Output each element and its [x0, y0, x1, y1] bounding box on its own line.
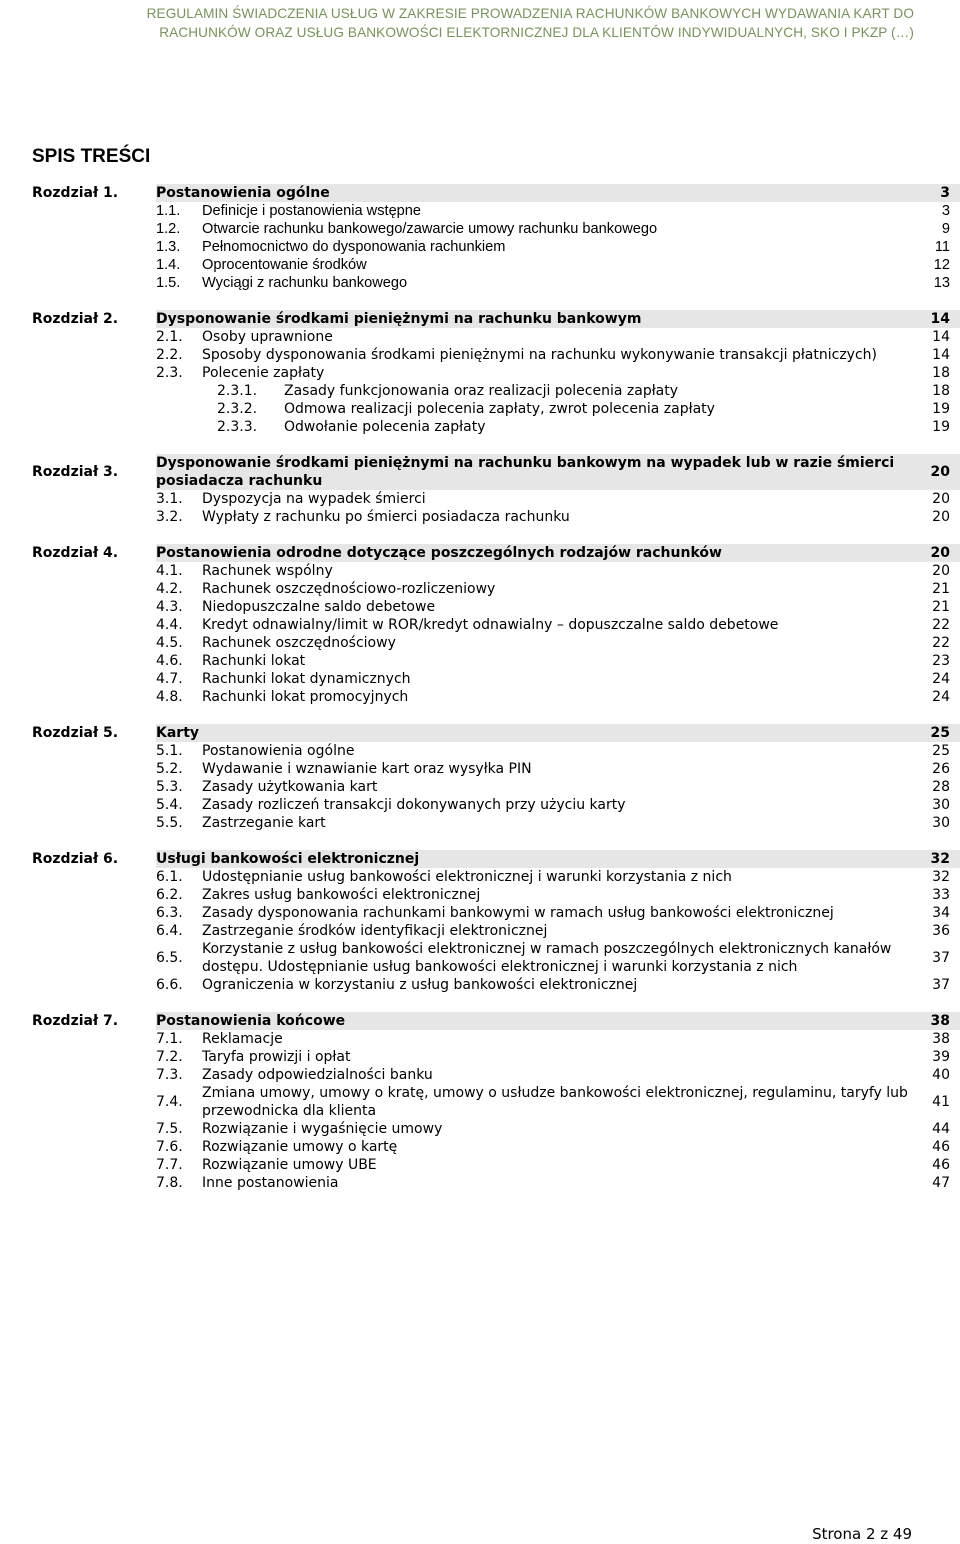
toc-entry[interactable]: [156, 1120, 960, 1138]
chapter-label: Rozdział 2.: [32, 311, 119, 327]
toc-subentry[interactable]: [217, 418, 960, 436]
entry-title: Definicje i postanowienia wstępne: [202, 203, 422, 219]
entry-page-number: 41: [932, 1094, 950, 1110]
chapter-title-bar: [156, 454, 960, 490]
entry-page-number: 14: [932, 347, 950, 363]
toc-chapter: [32, 544, 960, 706]
entry-title: Kredyt odnawialny/limit w ROR/kredyt odnawialny – dopuszczalne saldo debetowe: [202, 617, 779, 633]
chapter-heading[interactable]: [32, 724, 960, 742]
subentry-page-number: 19: [932, 401, 950, 417]
entry-page-number: 36: [932, 923, 950, 939]
chapter-label: Rozdział 5.: [32, 725, 119, 741]
entry-page-number: 46: [932, 1157, 950, 1173]
toc-chapter: [32, 724, 960, 832]
toc-entry[interactable]: [156, 580, 960, 598]
entry-title: Reklamacje: [202, 1031, 283, 1047]
toc-entry[interactable]: [156, 598, 960, 616]
chapter-page-number: 3: [940, 185, 950, 201]
entry-page-number: 30: [932, 815, 950, 831]
entry-page-number: 24: [932, 671, 950, 687]
toc-entry[interactable]: [156, 274, 960, 292]
entry-page-number: 38: [932, 1031, 950, 1047]
entry-page-number: 25: [932, 743, 950, 759]
entry-number: 5.1.: [156, 743, 183, 759]
entry-page-number: 33: [932, 887, 950, 903]
chapter-label: Rozdział 4.: [32, 545, 119, 561]
entry-page-number: 47: [932, 1175, 950, 1191]
entry-number: 2.2.: [156, 347, 183, 363]
toc-entry[interactable]: [156, 904, 960, 922]
chapter-heading[interactable]: [32, 310, 960, 328]
entry-page-number: 23: [932, 653, 950, 669]
chapter-label: Rozdział 1.: [32, 185, 119, 201]
chapter-heading[interactable]: [32, 850, 960, 868]
entry-page-number: 18: [932, 365, 950, 381]
entry-number: 6.2.: [156, 887, 183, 903]
chapter-title: Postanowienia ogólne: [156, 185, 330, 201]
toc-subentry[interactable]: [217, 400, 960, 418]
entry-page-number: 12: [933, 257, 950, 273]
page-number: Strona 2 z 49: [812, 1525, 912, 1543]
toc-chapter: [32, 1012, 960, 1192]
entry-page-number: 20: [932, 491, 950, 507]
chapter-heading[interactable]: [32, 544, 960, 562]
entry-page-number: 21: [932, 599, 950, 615]
entry-number: 6.1.: [156, 869, 183, 885]
running-header: [14, 4, 914, 42]
entry-page-number: 3: [941, 203, 950, 219]
entry-number: 5.4.: [156, 797, 183, 813]
toc-chapter: [32, 310, 960, 436]
entry-number: 4.6.: [156, 653, 183, 669]
entry-number: 7.7.: [156, 1157, 183, 1173]
table-of-contents: [32, 184, 960, 1210]
toc-entry[interactable]: [156, 220, 960, 238]
entry-page-number: 20: [932, 563, 950, 579]
chapter-page-number: 25: [930, 725, 950, 741]
subentry-number: 2.3.3.: [217, 419, 258, 435]
entry-title: Dyspozycja na wypadek śmierci: [202, 491, 426, 507]
toc-entry[interactable]: [156, 634, 960, 652]
chapter-heading[interactable]: [32, 184, 960, 202]
entry-title: Inne postanowienia: [202, 1175, 339, 1191]
toc-entry[interactable]: [156, 364, 960, 382]
entry-title: Zmiana umowy, umowy o kratę, umowy o usłudze bankowości elektronicznej, regulaminu, taryfy lub przewodnicka dla klienta: [202, 1085, 908, 1119]
toc-entry[interactable]: [156, 652, 960, 670]
entry-title: Rachunki lokat promocyjnych: [202, 689, 409, 705]
entry-title: Zakres usług bankowości elektronicznej: [202, 887, 481, 903]
entry-title: Polecenie zapłaty: [202, 365, 325, 381]
entry-title: Sposoby dysponowania środkami pieniężnymi na rachunku wykonywanie transakcji płatniczych): [202, 347, 878, 363]
toc-entry[interactable]: [156, 616, 960, 634]
chapter-title: Postanowienia odrodne dotyczące poszczególnych rodzajów rachunków: [156, 545, 722, 561]
chapter-title: Dysponowanie środkami pieniężnymi na rachunku bankowym na wypadek lub w razie śmierci posiadacza rachunku: [156, 455, 895, 489]
entry-page-number: 22: [932, 617, 950, 633]
toc-chapter: [32, 184, 960, 292]
entry-page-number: 46: [932, 1139, 950, 1155]
entry-page-number: 40: [932, 1067, 950, 1083]
entry-number: 7.8.: [156, 1175, 183, 1191]
chapter-title-bar: [156, 310, 960, 328]
entry-title: Rachunek oszczędnościowo-rozliczeniowy: [202, 581, 496, 597]
entry-number: 7.2.: [156, 1049, 183, 1065]
subentry-page-number: 19: [932, 419, 950, 435]
entry-number: 4.7.: [156, 671, 183, 687]
entry-title: Udostępnianie usług bankowości elektronicznej i warunki korzystania z nich: [202, 869, 732, 885]
entry-number: 4.3.: [156, 599, 183, 615]
subentry-title: Zasady funkcjonowania oraz realizacji polecenia zapłaty: [284, 383, 679, 399]
entry-title: Rozwiązanie umowy o kartę: [202, 1139, 398, 1155]
entry-page-number: 9: [941, 221, 950, 237]
entry-title: Wypłaty z rachunku po śmierci posiadacza rachunku: [202, 509, 570, 525]
toc-entry[interactable]: [156, 742, 960, 760]
toc-entry[interactable]: [156, 814, 960, 832]
entry-page-number: 20: [932, 509, 950, 525]
toc-entry[interactable]: [156, 1066, 960, 1084]
entry-title: Rachunki lokat dynamicznych: [202, 671, 411, 687]
toc-entry[interactable]: [156, 796, 960, 814]
entry-number: 5.2.: [156, 761, 183, 777]
entry-title: Postanowienia ogólne: [202, 743, 355, 759]
header-line-2: RACHUNKÓW ORAZ USŁUG BANKOWOŚCI ELEKTORNICZNEJ DLA KLIENTÓW INDYWIDUALNYCH, SKO I PKZP (…): [159, 25, 914, 40]
entry-page-number: 34: [932, 905, 950, 921]
chapter-page-number: 20: [930, 545, 950, 561]
chapter-label: Rozdział 7.: [32, 1013, 119, 1029]
toc-entry[interactable]: [156, 778, 960, 796]
entry-number: 5.5.: [156, 815, 183, 831]
chapter-page-number: 32: [930, 851, 950, 867]
entry-number: 5.3.: [156, 779, 183, 795]
toc-entry[interactable]: [156, 1174, 960, 1192]
entry-number: 4.4.: [156, 617, 183, 633]
entry-number: 6.6.: [156, 977, 183, 993]
entry-title: Wyciągi z rachunku bankowego: [202, 275, 408, 291]
toc-entry[interactable]: [156, 256, 960, 274]
subentry-number: 2.3.2.: [217, 401, 258, 417]
entry-page-number: 44: [932, 1121, 950, 1137]
toc-entry[interactable]: [156, 1156, 960, 1174]
entry-page-number: 26: [932, 761, 950, 777]
toc-entry[interactable]: [156, 760, 960, 778]
chapter-label: Rozdział 3.: [32, 464, 119, 480]
entry-number: 1.4.: [156, 257, 181, 273]
entry-number: 7.1.: [156, 1031, 183, 1047]
chapter-title: Dysponowanie środkami pieniężnymi na rachunku bankowym: [156, 311, 642, 327]
toc-entry[interactable]: [156, 508, 960, 526]
entry-title: Rachunek oszczędnościowy: [202, 635, 396, 651]
toc-entry[interactable]: [156, 1048, 960, 1066]
entry-page-number: 13: [933, 275, 950, 291]
entry-number: 6.3.: [156, 905, 183, 921]
entry-title: Zasady rozliczeń transakcji dokonywanych przy użyciu karty: [202, 797, 626, 813]
entry-number: 7.5.: [156, 1121, 183, 1137]
entry-number: 1.3.: [156, 239, 181, 255]
entry-page-number: 14: [932, 329, 950, 345]
toc-entry[interactable]: [156, 1030, 960, 1048]
toc-entry[interactable]: [156, 562, 960, 580]
entry-page-number: 28: [932, 779, 950, 795]
entry-title: Zastrzeganie kart: [202, 815, 326, 831]
entry-page-number: 32: [932, 869, 950, 885]
toc-chapter: [32, 454, 960, 526]
chapter-page-number: 38: [930, 1013, 950, 1029]
chapter-page-number: 20: [930, 464, 950, 480]
entry-number: 1.1.: [156, 203, 181, 219]
toc-entry[interactable]: [156, 940, 960, 976]
entry-number: 4.1.: [156, 563, 183, 579]
toc-entry[interactable]: [156, 922, 960, 940]
entry-title: Wydawanie i wznawianie kart oraz wysyłka PIN: [202, 761, 532, 777]
entry-number: 7.4.: [156, 1094, 183, 1110]
entry-title: Niedopuszczalne saldo debetowe: [202, 599, 436, 615]
entry-number: 1.2.: [156, 221, 181, 237]
entry-title: Zasady dysponowania rachunkami bankowymi w ramach usług bankowości elektronicznej: [202, 905, 834, 921]
entry-number: 3.1.: [156, 491, 183, 507]
entry-title: Osoby uprawnione: [202, 329, 333, 345]
entry-title: Rachunek wspólny: [202, 563, 333, 579]
chapter-title: Karty: [156, 725, 200, 741]
entry-title: Pełnomocnictwo do dysponowania rachunkiem: [202, 239, 506, 255]
toc-entry[interactable]: [156, 886, 960, 904]
entry-title: Rachunki lokat: [202, 653, 306, 669]
entry-title: Rozwiązanie umowy UBE: [202, 1157, 377, 1173]
chapter-title-bar: [156, 184, 960, 202]
chapter-title: Postanowienia końcowe: [156, 1013, 346, 1029]
toc-entry[interactable]: [156, 1084, 960, 1120]
toc-entry[interactable]: [156, 670, 960, 688]
chapter-heading[interactable]: [32, 1012, 960, 1030]
entry-page-number: 11: [934, 239, 950, 255]
chapter-label: Rozdział 6.: [32, 851, 119, 867]
entry-page-number: 39: [932, 1049, 950, 1065]
entry-page-number: 24: [932, 689, 950, 705]
entry-title: Oprocentowanie środków: [202, 257, 367, 273]
entry-title: Korzystanie z usług bankowości elektronicznej w ramach poszczególnych elektronicznych kanałów dostępu. Udostępnianie usług bankowości elektronicznej i warunki korzystania z nich: [202, 941, 892, 975]
toc-entry[interactable]: [156, 328, 960, 346]
entry-number: 4.2.: [156, 581, 183, 597]
chapter-heading[interactable]: [32, 454, 960, 490]
toc-entry[interactable]: [156, 688, 960, 706]
entry-number: 7.3.: [156, 1067, 183, 1083]
entry-number: 1.5.: [156, 275, 181, 291]
toc-entry[interactable]: [156, 238, 960, 256]
subentry-page-number: 18: [932, 383, 950, 399]
entry-number: 3.2.: [156, 509, 183, 525]
toc-entry[interactable]: [156, 976, 960, 994]
entry-title: Taryfa prowizji i opłat: [202, 1049, 351, 1065]
chapter-page-number: 14: [930, 311, 950, 327]
entry-title: Otwarcie rachunku bankowego/zawarcie umowy rachunku bankowego: [202, 221, 658, 237]
entry-page-number: 30: [932, 797, 950, 813]
entry-number: 6.4.: [156, 923, 183, 939]
toc-entry[interactable]: [156, 490, 960, 508]
header-line-1: REGULAMIN ŚWIADCZENIA USŁUG W ZAKRESIE PROWADZENIA RACHUNKÓW BANKOWYCH WYDAWANIA KART DO: [146, 6, 914, 21]
entry-number: 7.6.: [156, 1139, 183, 1155]
subentry-title: Odmowa realizacji polecenia zapłaty, zwrot polecenia zapłaty: [284, 401, 715, 417]
entry-number: 2.1.: [156, 329, 183, 345]
entry-number: 2.3.: [156, 365, 183, 381]
chapter-title: Usługi bankowości elektronicznej: [156, 851, 420, 867]
entry-page-number: 22: [932, 635, 950, 651]
entry-title: Ograniczenia w korzystaniu z usług bankowości elektronicznej: [202, 977, 638, 993]
entry-number: 6.5.: [156, 950, 183, 966]
entry-title: Zasady użytkowania kart: [202, 779, 378, 795]
entry-title: Zastrzeganie środków identyfikacji elektronicznej: [202, 923, 548, 939]
entry-page-number: 37: [932, 977, 950, 993]
toc-entry[interactable]: [156, 346, 960, 364]
toc-chapter: [32, 850, 960, 994]
subentry-number: 2.3.1.: [217, 383, 258, 399]
chapter-title-bar: [156, 724, 960, 742]
toc-entry[interactable]: [156, 202, 960, 220]
entry-title: Zasady odpowiedzialności banku: [202, 1067, 433, 1083]
page-title: SPIS TREŚCI: [32, 146, 151, 167]
chapter-title-bar: [156, 544, 960, 562]
entry-number: 4.5.: [156, 635, 183, 651]
toc-subentry[interactable]: [217, 382, 960, 400]
chapter-title-bar: [156, 850, 960, 868]
subentry-title: Odwołanie polecenia zapłaty: [284, 419, 486, 435]
toc-entry[interactable]: [156, 1138, 960, 1156]
entry-number: 4.8.: [156, 689, 183, 705]
toc-entry[interactable]: [156, 868, 960, 886]
entry-page-number: 37: [932, 950, 950, 966]
chapter-title-bar: [156, 1012, 960, 1030]
entry-page-number: 21: [932, 581, 950, 597]
entry-title: Rozwiązanie i wygaśnięcie umowy: [202, 1121, 443, 1137]
